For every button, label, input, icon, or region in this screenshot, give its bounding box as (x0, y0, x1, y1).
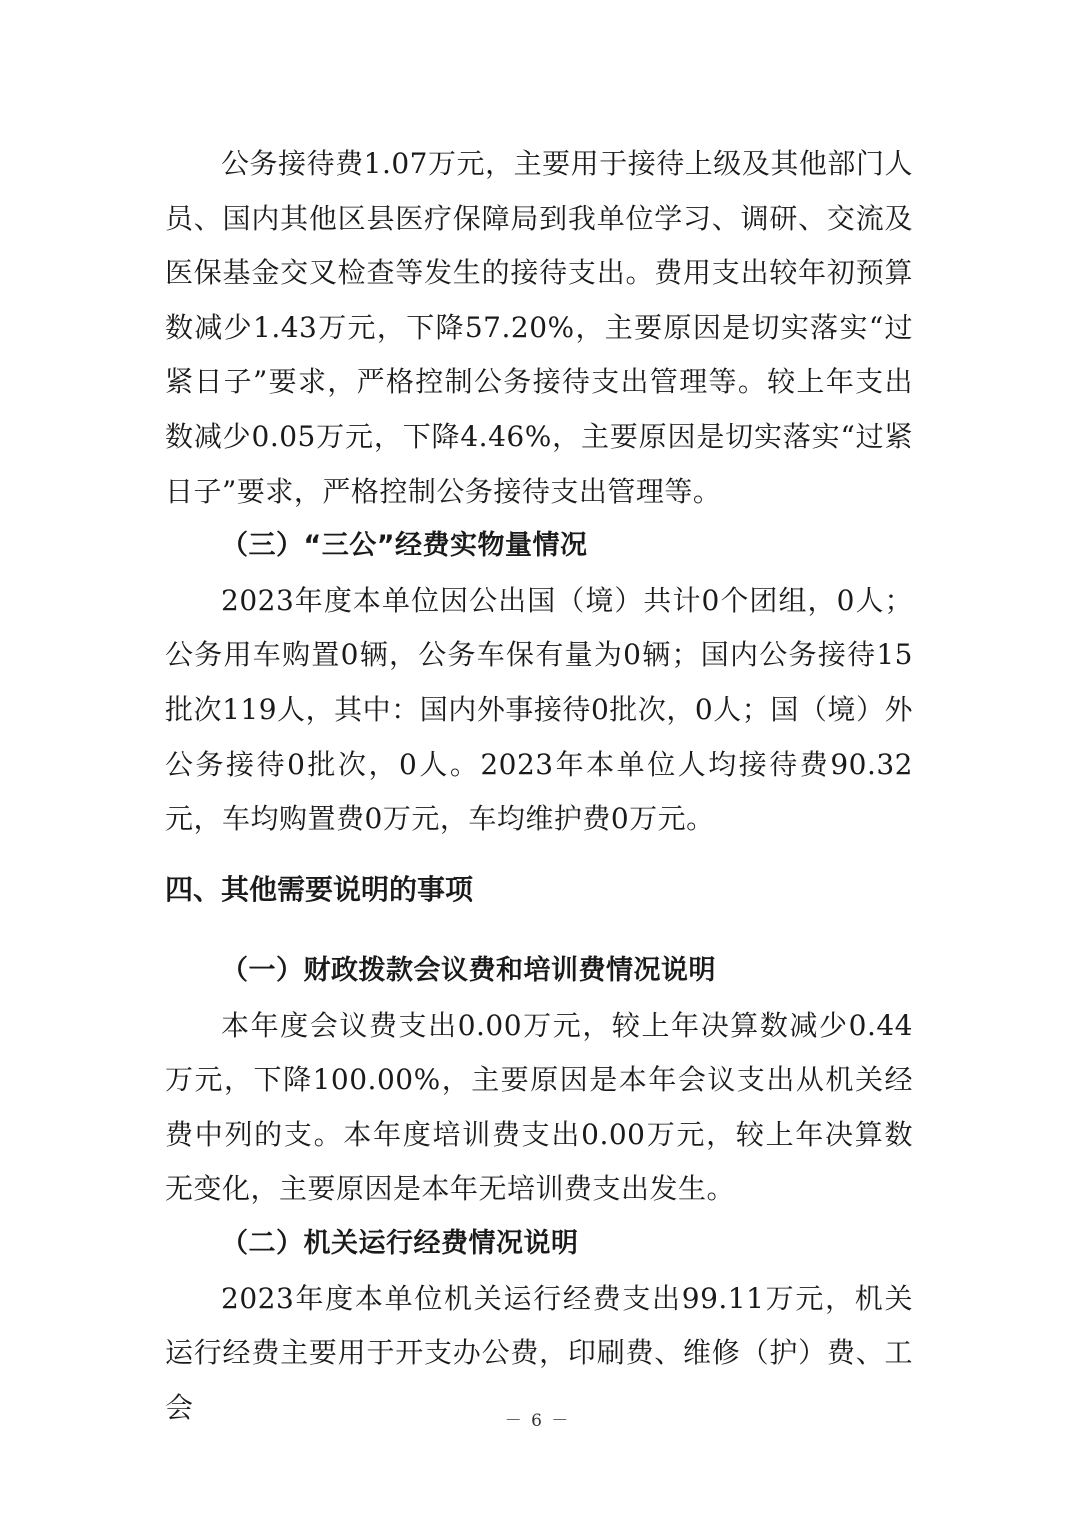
page-number: － 6 － (504, 1411, 571, 1431)
section-4-block (165, 944, 913, 1435)
subheading-meetings-training: （一）财政拨款会议费和培训费情况说明 (221, 955, 716, 986)
reception-expense-paragraph: 公务接待费1.07万元，主要用于接待上级及其他部门人员、国内其他区县医疗保障局到我单位学习、调研、交流及医保基金交叉检查等发生的接待支出。费用支出较年初预算数减少1.43万元，下降57.20%，主要原因是切实落实“过紧日子”要求，严格控制公务接待支出管理等。较上年支出数减少0.05万元，下降4.46%，主要原因是切实落实“过紧日子”要求，严格控制公务接待支出管理等。 (165, 147, 913, 508)
meetings-training-paragraph: 本年度会议费支出0.00万元，较上年决算数减少0.44万元，下降100.00%，主要原因是本年会议支出从机关经费中列的支。本年度培训费支出0.00万元，较上年决算数无变化，主要原因是本年无培训费支出发生。 (165, 1008, 913, 1206)
subheading-three-public-quantity: （三）“三公”经费实物量情况 (221, 530, 588, 562)
section-3-upper-block (165, 137, 913, 847)
operating-expenses-paragraph: 2023年度本单位机关运行经费支出99.11万元，机关运行经费主要用于开支办公费，印刷费、维修（护）费、工会 (165, 1281, 913, 1424)
subheading-operating-expenses: （二）机关运行经费情况说明 (221, 1227, 579, 1259)
quantity-paragraph: 2023年度本单位因公出国（境）共计0个团组，0人；公务用车购置0辆，公务车保有量为0辆；国内公务接待15批次119人，其中：国内外事接待0批次，0人；国（境）外公务接待0批次，0人。2023年本单位人均接待费90.32元，车均购置费0万元，车均维护费0万元。 (165, 583, 913, 836)
section-4-heading: 四、其他需要说明的事项 (165, 873, 474, 906)
